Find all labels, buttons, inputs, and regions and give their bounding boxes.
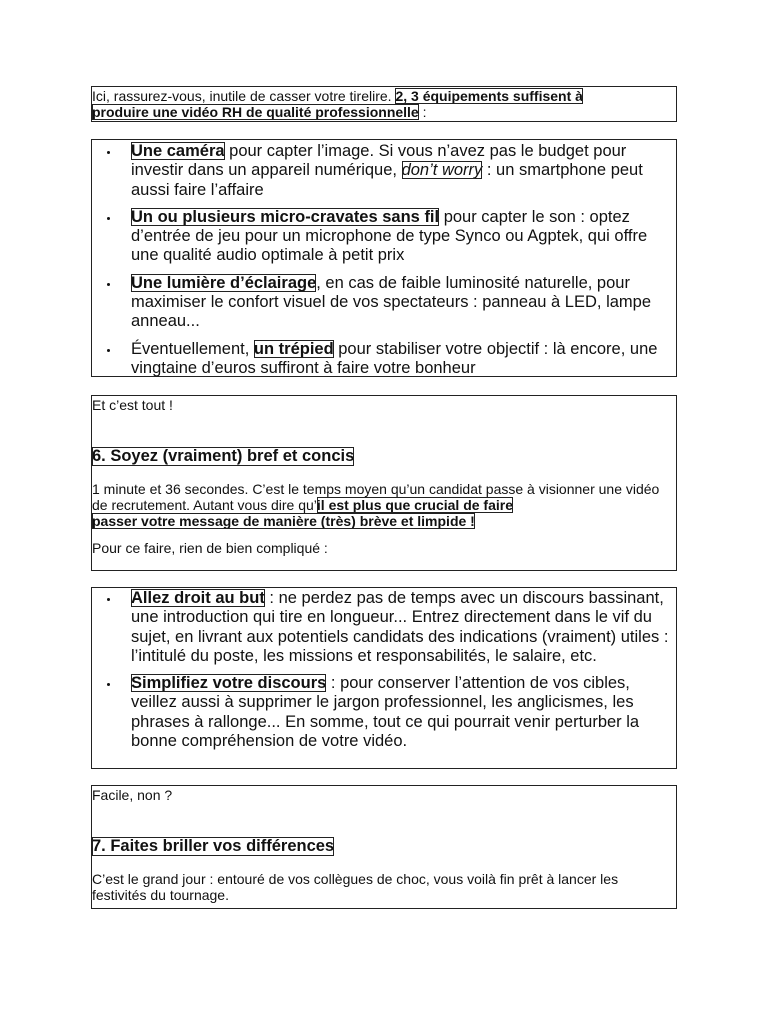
tips-list-block xyxy=(91,587,677,769)
intro-tail: : xyxy=(418,104,427,120)
equipment-list-block xyxy=(91,139,677,377)
bold-highlight: il est plus que crucial de faire xyxy=(316,497,513,513)
list-item xyxy=(92,589,676,666)
paragraph-text: 1 minute et 36 secondes. C’est le temps moyen qu’un candidat passe à visionner une vidéo de recrutement. Autant vous dire qu’ xyxy=(92,481,660,513)
list-item-term: Une caméra xyxy=(131,142,225,160)
list-item-text: : ne perdez pas de temps avec un discours bassinant, une introduction qui tire en longueur... Entrez directement dans le vif du sujet, en livrant aux potentiels candidats des indications (vraiment) utiles : l’intitulé du poste, les missions et responsabilités, le salaire, etc. xyxy=(131,589,669,665)
list-item-prefix: Éventuellement, xyxy=(131,339,254,358)
list-item-term: Allez droit au but xyxy=(131,589,265,607)
italic-phrase: don’t worry xyxy=(401,161,483,180)
list-item-text: pour stabiliser votre objectif : là encore, une vingtaine d’euros suffiront à faire votre bonheur xyxy=(131,339,658,377)
closing-line: Facile, non ? xyxy=(92,787,173,803)
list-item-term: Un ou plusieurs micro-cravates sans fil xyxy=(131,207,440,226)
list-item-term: un trépied xyxy=(253,339,334,358)
list-item-text: pour capter l’image. Si vous n’avez pas le budget pour investir dans un appareil numérique, xyxy=(131,142,627,180)
section-7-block xyxy=(91,785,677,909)
section-paragraph: Pour ce faire, rien de bien compliqué : xyxy=(92,540,328,556)
section-heading: 7. Faites briller vos différences xyxy=(92,837,335,855)
list-item-text: pour capter le son : optez d’entrée de jeu pour un microphone de type Synco ou Agptek, qui offre une qualité audio optimale à petit prix xyxy=(131,207,648,265)
list-item xyxy=(92,674,676,751)
list-item xyxy=(92,340,676,379)
bold-highlight: produire une vidéo RH de qualité professionnelle xyxy=(92,104,419,120)
list-item xyxy=(92,274,676,332)
list-item-text: , en cas de faible luminosité naturelle, pour maximiser le confort visuel de vos spectateurs : panneau à LED, lampe anneau... xyxy=(131,273,652,331)
closing-line: Et c’est tout ! xyxy=(92,397,173,413)
bold-highlight: 2, 3 équipements suffisent à xyxy=(395,88,583,104)
list-item-term: Une lumière d’éclairage xyxy=(131,273,317,292)
list-item xyxy=(92,142,676,200)
section-6-block xyxy=(91,395,677,571)
section-paragraph: C’est le grand jour : entouré de vos collègues de choc, vous voilà fin prêt à lancer les festivités du tournage. xyxy=(92,871,619,903)
equipment-list xyxy=(92,140,676,378)
intro-paragraph xyxy=(92,87,676,120)
tips-list xyxy=(92,588,676,751)
list-item-text: : pour conserver l’attention de vos cibles, veillez aussi à supprimer le jargon professionnel, les anglicismes, les phrases à rallonge... En somme, tout ce qui pourrait venir perturber la bonne compréhension de votre vidéo. xyxy=(131,674,640,751)
list-item-text: : un smartphone peut aussi faire l’affaire xyxy=(131,161,643,199)
section-heading: 6. Soyez (vraiment) bref et concis xyxy=(92,447,355,465)
intro-paragraph-block xyxy=(91,86,677,122)
list-item-term: Simplifiez votre discours xyxy=(131,674,327,693)
section-paragraph xyxy=(92,481,676,529)
intro-text: Ici, rassurez-vous, inutile de casser votre tirelire. xyxy=(92,88,396,104)
list-item xyxy=(92,208,676,266)
bold-highlight: passer votre message de manière (très) brève et limpide ! xyxy=(92,513,475,529)
